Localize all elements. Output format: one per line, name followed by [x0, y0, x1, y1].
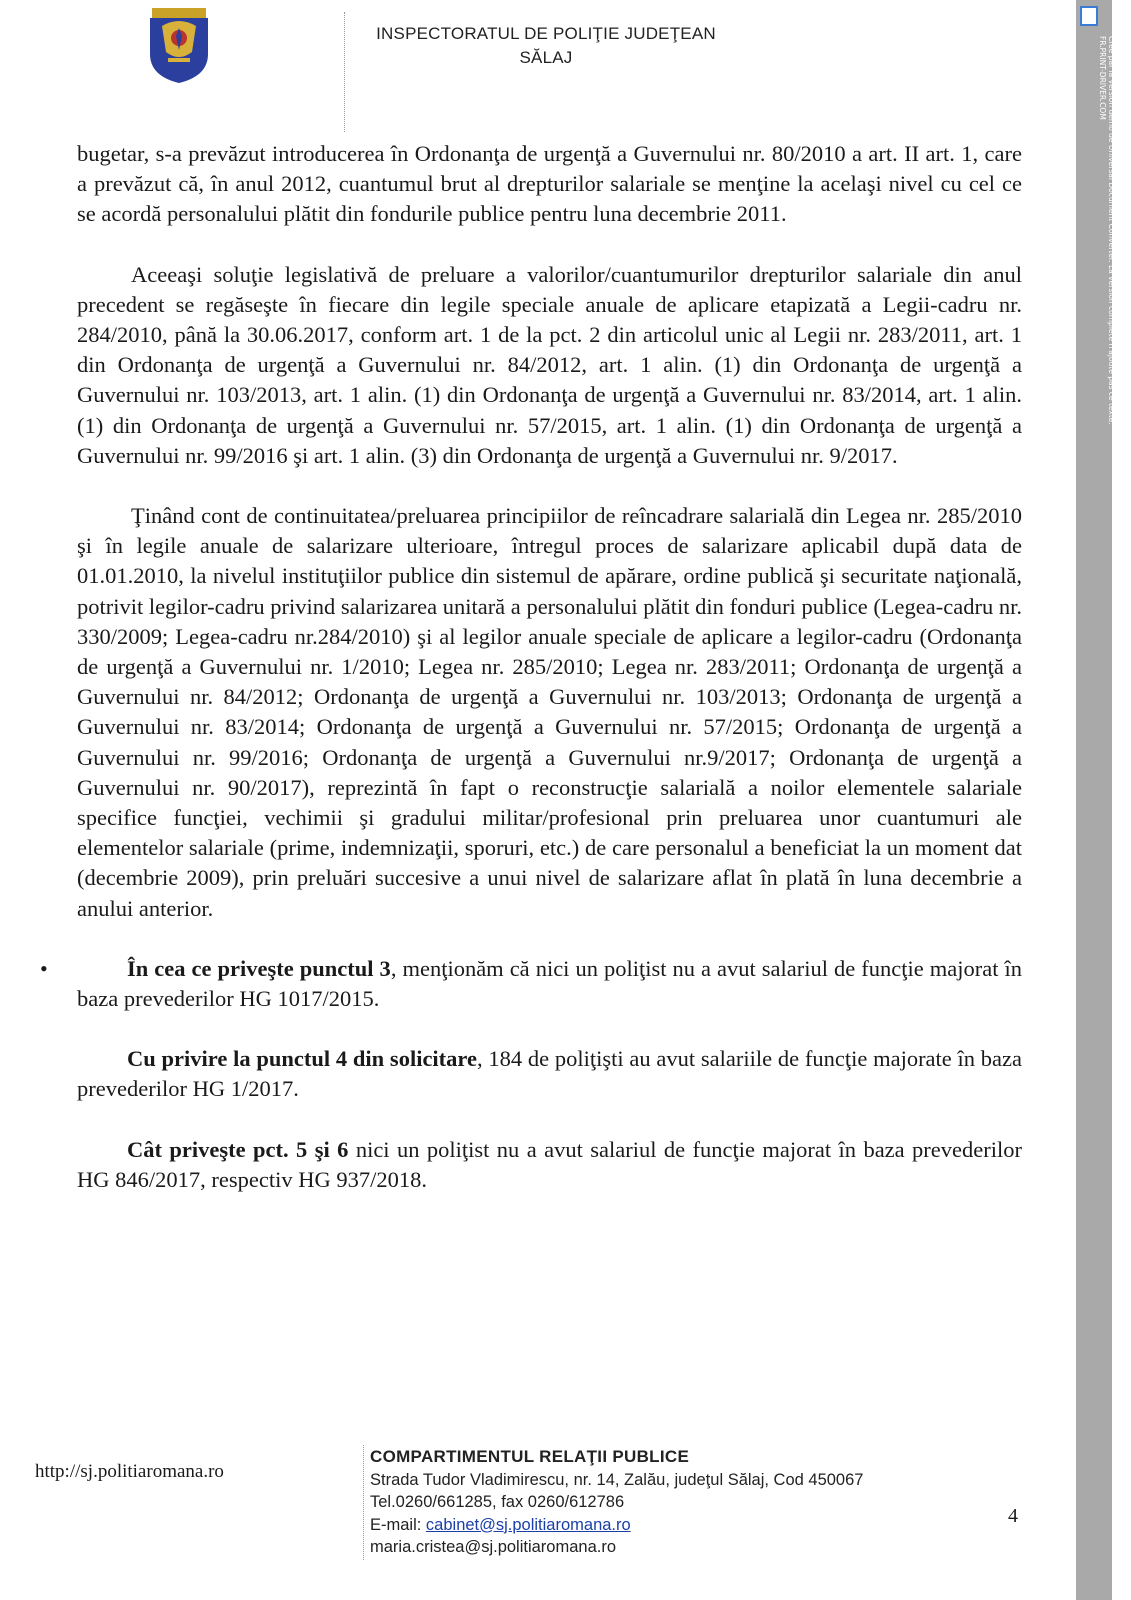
document-body — [40, 139, 1023, 1195]
footer-phone: Tel.0260/661285, fax 0260/612786 — [370, 1493, 625, 1511]
header-county: SĂLAJ — [519, 48, 573, 67]
paragraph-1: bugetar, s-a prevăzut introducerea în Ordonanţa de urgenţă a Guvernului nr. 80/2010 a art. II art. 1, care a prevăzut că, în anul 2012, cuantumul brut al drepturilor salariale se menţine la acelaşi nivel cu cel ce se acordă personalului plătit din fondurile publice pentru luna decembrie 2011. — [77, 141, 1022, 227]
footer-address: Strada Tudor Vladimirescu, nr. 14, Zalău, judeţul Sălaj, Cod 450067 — [370, 1470, 864, 1489]
paragraph-4 — [40, 954, 1022, 1014]
paragraph-6-space — [307, 1137, 314, 1162]
footer-email-row — [370, 1514, 960, 1537]
paragraph-6-lead-2: şi 6 — [314, 1136, 349, 1162]
footer-website: http://sj.politiaromana.ro — [35, 1461, 224, 1482]
paragraph-2: Aceeaşi soluţie legislativă de preluare a valorilor/cuantumurilor drepturilor salariale din anul precedent se regăseşte în fiecare din legile speciale anuale de aplicare etapizată a Legii-cadru nr. 284/2010, până la 30.06.2017, conform art. 1 de la pct. 2 din articolul unic al Legii nr. 283/2011, art. 1 din Ordonanţa de urgenţă a Guvernului nr. 84/2012, art. 1 alin. (1) din Ordonanţa de urgenţă a Guvernului nr. 103/2013, art. 1 alin. (1) din Ordonanţa de urgenţă a Guvernului nr. 83/2014, art. 1 alin. (1) din Ordonanţa de urgenţă a Guvernului nr. 57/2015, art. 1 alin. (1) din Ordonanţa de urgenţă a Guvernului nr. 99/2016 şi art. 1 alin. (3) din Ordonanţa de urgenţă a Guvernului nr. 9/2017. — [77, 261, 1022, 468]
converter-logo-icon — [1080, 6, 1098, 26]
footer-department: COMPARTIMENTUL RELAŢII PUBLICE — [370, 1447, 690, 1466]
bullet-icon: • — [40, 955, 48, 981]
paragraph-6 — [77, 1135, 1022, 1195]
paragraph-3: Ţinând cont de continuitatea/preluarea principiilor de reîncadrare salarială din Legea nr. 285/2010 şi în legile anuale de salarizare ulterioare, întregul proces de salarizare aplicabil după data de 01.01.2010, la nivelul instituţiilor publice din sistemul de apărare, ordine publică şi securitate naţională, potrivit legilor-cadru privind salarizarea unitară a personalului plătit din fonduri publice (Legea-cadru nr. 330/2009; Legea-cadru nr.284/2010) şi al legilor anuale speciale de aplicare a legilor-cadru (Ordonanţa de urgenţă a Guvernului nr. 1/2010; Legea nr. 285/2010; Legea nr. 283/2011; Ordonanţa de urgenţă a Guvernului nr. 84/2012; Ordonanţa de urgenţă a Guvernului nr. 103/2013; Ordonanţa de urgenţă a Guvernului nr. 83/2014; Ordonanţa de urgenţă a Guvernului nr. 57/2015; Ordonanţa de urgenţă a Guvernului nr. 99/2016; Ordonanţa de urgenţă a Guvernului nr.9/2017; Ordonanţa de urgenţă a Guvernului nr. 90/2017), reprezintă în fapt o reconstrucţie salarială a noilor elementele salariale specifice funcţiei, vechimii şi gradului militar/profesional prin preluarea unor cuantumuri ale elementelor salariale (prime, indemnizaţii, sporuri, etc.) de care personalul a beneficiat la un moment dat (decembrie 2009), prin preluări succesive a unui nivel de salarizare aflat în plată în luna decembrie a anului anterior. — [77, 503, 1022, 921]
watermark-bar — [1076, 0, 1116, 1600]
header-divider — [344, 12, 345, 132]
footer-contact — [370, 1446, 960, 1559]
paragraph-5 — [77, 1044, 1022, 1104]
page-number: 4 — [1008, 1505, 1018, 1527]
paragraph-4-lead: În cea ce priveşte punctul 3 — [127, 955, 391, 981]
document-header — [346, 22, 746, 70]
paragraph-4-text: , menţionăm că nici un poliţist nu a avut salariul de funcţie majorat în baza prevederilor HG 1017/2015. — [77, 955, 1022, 1012]
paragraph-5-lead: Cu privire la punctul 4 din solicitare — [127, 1046, 477, 1072]
paragraph-5-text: , 184 de poliţişti au avut salariile de funcţie majorate în baza prevederilor HG 1/2017. — [77, 1046, 1023, 1102]
paragraph-6-text: nici un poliţist nu a avut salariul de funcţie majorat în baza prevederilor HG 846/2017, respectiv HG 937/2018. — [77, 1136, 1022, 1192]
watermark-text — [1098, 36, 1116, 425]
footer-email-label: E-mail: — [370, 1515, 426, 1534]
footer-email-link[interactable]: cabinet@sj.politiaromana.ro — [425, 1515, 631, 1534]
footer-divider — [363, 1445, 364, 1560]
watermark-line-1: Créé par la version démo de Universal Document Converter. La version complète n'ajoute pas ce texte. — [1107, 36, 1116, 425]
paragraph-6-lead: Cât priveşte pct. 5 — [127, 1136, 308, 1162]
watermark-line-2: FR.PRINT-DRIVER.COM — [1098, 36, 1107, 120]
footer-email-secondary: maria.cristea@sj.politiaromana.ro — [370, 1538, 617, 1556]
header-institution: INSPECTORATUL DE POLIŢIE JUDEŢEAN — [376, 24, 716, 43]
coat-of-arms-icon — [146, 6, 212, 84]
